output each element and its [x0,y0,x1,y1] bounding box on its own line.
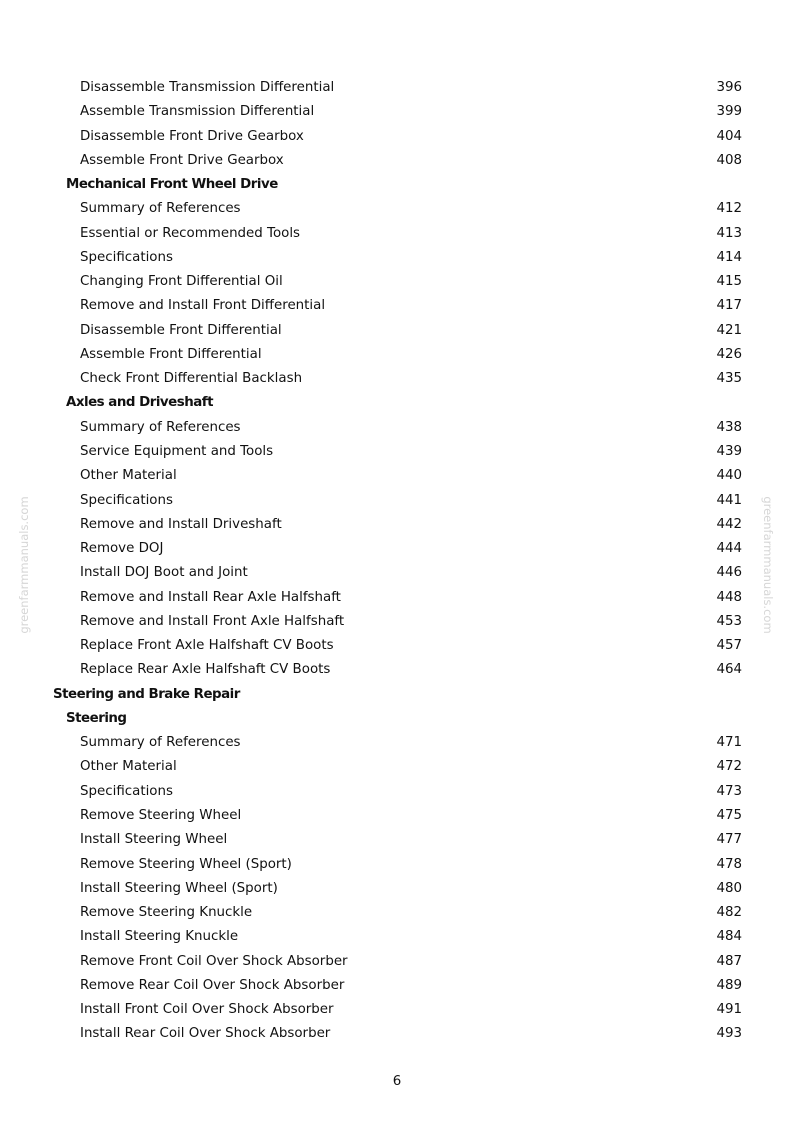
toc-entry [0,367,794,391]
toc-entry-page: 480 [716,880,742,896]
toc-entry-page: 413 [716,225,742,241]
toc-subsection-heading [0,707,794,731]
toc-entry-page: 473 [716,783,742,799]
toc-entry-title: Install Steering Knuckle [80,929,239,945]
toc-entry-page: 475 [716,807,742,823]
toc-entry-title: Steering and Brake Repair [53,686,240,702]
toc-entry-title: Install Steering Wheel [80,832,228,848]
toc-entry-page: 426 [716,346,742,362]
toc-entry-title: Check Front Differential Backlash [80,371,303,387]
toc-entry [0,658,794,682]
toc-entry [0,222,794,246]
toc-entry-page: 439 [716,443,742,459]
toc-entry-title: Install Front Coil Over Shock Absorber [80,1002,334,1018]
toc-entry-page: 444 [716,541,742,557]
toc-entry-title: Remove Front Coil Over Shock Absorber [80,953,348,969]
toc-entry [0,901,794,925]
toc-entry-title: Summary of References [80,201,241,217]
toc-entry [0,780,794,804]
toc-entry [0,319,794,343]
toc-entry-page: 396 [716,80,742,95]
toc-entry-title: Remove Steering Wheel (Sport) [80,856,292,872]
toc-entry-title: Disassemble Transmission Differential [80,80,335,95]
toc-entry [0,998,794,1022]
toc-entry-page: 415 [716,274,742,290]
toc-entry-page: 417 [716,298,742,314]
toc-entry-page: 457 [716,638,742,654]
toc-entry [0,416,794,440]
toc-entry-title: Axles and Driveshaft [66,395,214,411]
toc-entry-title: Changing Front Differential Oil [80,274,283,290]
toc-entry-page: 421 [716,322,742,338]
watermark-right-text: greenfarmmanuals.com [761,496,775,634]
toc-entry-page: 441 [716,492,742,508]
toc-entry-title: Assemble Transmission Differential [80,104,315,120]
toc-entry [0,610,794,634]
toc-entry-page: 438 [716,419,742,435]
toc-entry-title: Service Equipment and Tools [80,443,274,459]
toc-entry-page: 414 [716,249,742,265]
toc-entry [0,294,794,318]
watermark-left-text: greenfarmmanuals.com [17,496,31,634]
toc-entry [0,125,794,149]
toc-entry [0,537,794,561]
toc-entry-title: Install DOJ Boot and Joint [80,565,248,581]
toc-entry-title: Remove DOJ [80,541,164,557]
toc-entry-title: Replace Front Axle Halfshaft CV Boots [80,638,334,654]
toc-entry [0,755,794,779]
toc-entry [0,270,794,294]
toc-entry-page: 493 [716,1026,742,1042]
toc-entry-page: 446 [716,565,742,581]
toc-entry-title: Summary of References [80,419,241,435]
toc-entry-page: 472 [716,759,742,775]
toc-entry-title: Remove and Install Driveshaft [80,516,282,532]
toc-entry [0,197,794,221]
toc-entry [0,343,794,367]
toc-subsection-heading [0,173,794,197]
toc-entry-page: 477 [716,832,742,848]
toc-entry [0,828,794,852]
toc-entry [0,586,794,610]
toc-entry [0,804,794,828]
toc-entry [0,853,794,877]
toc-entry [0,877,794,901]
toc-entry-page: 478 [716,856,742,872]
toc-entry-title: Remove Steering Wheel [80,807,242,823]
toc-entry-title: Specifications [80,249,173,265]
toc-entry-page: 482 [716,905,742,921]
toc-entry-page: 484 [716,929,742,945]
toc-entry [0,246,794,270]
toc-entry-page: 464 [716,662,742,678]
toc-entry [0,100,794,124]
toc-section-heading [0,683,794,707]
toc-entry [0,513,794,537]
toc-entry [0,925,794,949]
toc-entry-title: Summary of References [80,735,241,751]
toc-entry-title: Install Steering Wheel (Sport) [80,880,278,896]
toc-entry-title: Other Material [80,759,177,775]
toc-entry-page: 440 [716,468,742,484]
toc-entry-title: Mechanical Front Wheel Drive [66,177,278,193]
toc-entry-title: Install Rear Coil Over Shock Absorber [80,1026,331,1042]
toc-entry-title: Specifications [80,492,173,508]
toc-entry-page: 442 [716,516,742,532]
toc-entry [0,950,794,974]
toc-entry-page: 408 [716,152,742,168]
toc-entry-page: 412 [716,201,742,217]
toc-entry-page: 435 [716,371,742,387]
toc-entry-page: 448 [716,589,742,605]
toc-entry-title: Other Material [80,468,177,484]
toc-entry-page: 489 [716,977,742,993]
toc-entry-page: 491 [716,1002,742,1018]
toc-entry-title: Replace Rear Axle Halfshaft CV Boots [80,662,331,678]
toc-entry [0,1022,794,1046]
page-number: 6 [392,1074,402,1089]
toc-entry-page: 399 [716,104,742,120]
toc-entry [0,974,794,998]
toc-entry [0,440,794,464]
toc-entry-title: Disassemble Front Drive Gearbox [80,128,304,144]
toc-entry-title: Remove and Install Front Differential [80,298,326,314]
toc-entry-title: Specifications [80,783,173,799]
table-of-contents [0,76,794,1047]
toc-entry-title: Remove and Install Front Axle Halfshaft [80,613,345,629]
toc-entry-title: Essential or Recommended Tools [80,225,301,241]
toc-entry-title: Remove and Install Rear Axle Halfshaft [80,589,341,605]
toc-entry [0,149,794,173]
toc-entry-title: Assemble Front Drive Gearbox [80,152,284,168]
toc-entry-page: 453 [716,613,742,629]
toc-entry-title: Disassemble Front Differential [80,322,282,338]
toc-entry [0,634,794,658]
toc-entry [0,731,794,755]
toc-entry-page: 404 [716,128,742,144]
toc-entry [0,76,794,100]
toc-entry [0,489,794,513]
toc-entry-page: 487 [716,953,742,969]
toc-entry-page: 471 [716,735,742,751]
toc-entry-title: Remove Rear Coil Over Shock Absorber [80,977,345,993]
toc-entry [0,561,794,585]
toc-subsection-heading [0,391,794,415]
toc-entry-title: Steering [66,710,127,726]
toc-entry [0,464,794,488]
toc-entry-title: Remove Steering Knuckle [80,905,253,921]
toc-entry-title: Assemble Front Differential [80,346,262,362]
